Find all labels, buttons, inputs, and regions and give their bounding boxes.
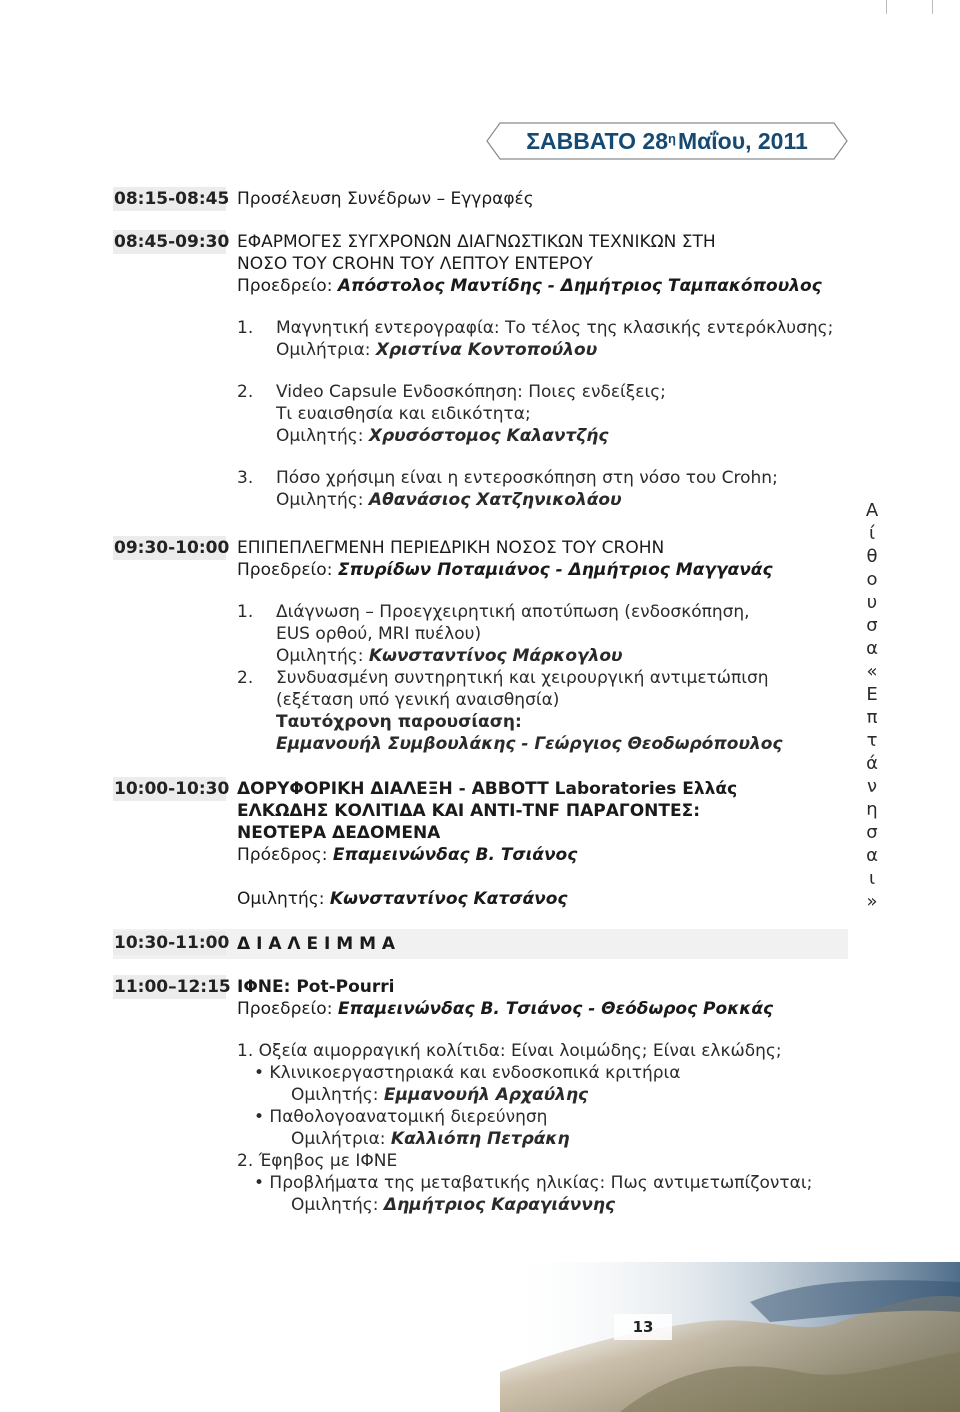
talk-title: EUS ορθού, MRI πυέλου)	[276, 624, 482, 644]
crop-mark-right	[932, 0, 933, 14]
talk-item	[237, 601, 837, 667]
talk-item	[237, 317, 837, 361]
room-label-letter: υ	[866, 592, 878, 613]
room-label-letter: σ	[866, 615, 878, 636]
speaker-label: Ομιλητής:	[276, 646, 369, 666]
chair-names: Σπυρίδων Ποταμιάνος - Δημήτριος Μαγγανάς	[337, 560, 773, 580]
room-label-letter: τ	[866, 730, 878, 751]
presentation-label: Ταυτόχρονη παρουσίαση:	[276, 712, 522, 732]
chair-line	[237, 559, 837, 581]
speaker-name: Δημήτριος Καραγιάννης	[383, 1195, 616, 1215]
page-title	[486, 122, 848, 160]
time-label: 08:15-08:45	[114, 189, 230, 209]
talk-title: Τι ευαισθησία και ειδικότητα;	[276, 404, 531, 424]
chair-label: Προεδρείο:	[237, 276, 338, 296]
speaker-name: Καλλιόπη Πετράκη	[390, 1129, 570, 1149]
speaker-name: Κωνσταντίνος Κατσάνος	[329, 889, 568, 909]
speaker-label: Ομιλητής:	[276, 426, 369, 446]
chair-line	[237, 998, 837, 1020]
speaker-name: Εμμανουήλ Αρχαύλης	[383, 1085, 589, 1105]
speaker-line	[237, 1128, 837, 1150]
room-label-letter: ι	[868, 868, 876, 889]
speaker-line	[237, 888, 837, 910]
speaker-line	[276, 339, 837, 361]
time-label: 09:30-10:00	[114, 538, 230, 558]
talk-title: Πόσο χρήσιμη είναι η εντεροσκόπηση στη νόσο του Crohn;	[276, 468, 778, 488]
talk-title: 2. Έφηβος με ΙΦΝΕ	[237, 1151, 398, 1171]
time-label: 08:45-09:30	[114, 232, 230, 252]
session-title: ΝΕΟΤΕΡΑ ΔΕΔΟΜΕΝΑ	[237, 823, 441, 843]
room-label-letter: »	[866, 891, 878, 912]
speaker-name: Χρυσόστομος Καλαντζής	[368, 426, 609, 446]
room-label-letter: ν	[866, 776, 878, 797]
room-label-letter: Α	[865, 500, 879, 521]
speaker-name: Αθανάσιος Χατζηνικολάου	[368, 490, 622, 510]
chair-line	[237, 844, 837, 866]
room-label-vertical	[860, 500, 884, 920]
chair-names: Επαμεινώνδας Β. Τσιάνος	[332, 845, 578, 865]
session-title: ΙΦΝΕ: Pot-Pourri	[237, 977, 395, 997]
talk-title: (εξέταση υπό γενική αναισθησία)	[276, 690, 560, 710]
speaker-line	[276, 425, 837, 447]
chair-names: Επαμεινώνδας Β. Τσιάνος - Θεόδωρος Ροκκάς	[337, 999, 774, 1019]
bullet-item: • Κλινικοεργαστηριακά και ενδοσκοπικά κριτήρια	[254, 1063, 681, 1083]
room-label-letter: π	[866, 707, 878, 728]
speaker-label: Ομιλητής:	[276, 490, 369, 510]
date-banner	[486, 122, 848, 160]
title-day: ΣΑΒΒΑΤΟ 28	[526, 127, 669, 154]
chair-label: Πρόεδρος:	[237, 845, 333, 865]
speaker-line	[237, 1194, 837, 1216]
item-number: 1.	[237, 602, 254, 622]
session-title: ΝΟΣΟ ΤΟΥ CROHN ΤΟΥ ΛΕΠΤΟΥ ΕΝΤΕΡΟΥ	[237, 254, 594, 274]
speaker-name: Χριστίνα Κοντοπούλου	[375, 340, 598, 360]
footer-landscape-photo	[500, 1262, 960, 1412]
session-title: ΕΛΚΩΔΗΣ ΚΟΛΙΤΙΔΑ ΚΑΙ ΑΝΤΙ-TNF ΠΑΡΑΓΟΝΤΕΣ:	[237, 801, 700, 821]
room-label-letter: η	[866, 799, 878, 820]
title-rest: Μαΐου, 2011	[677, 127, 808, 154]
speaker-label: Ομιλήτρια:	[291, 1129, 391, 1149]
session-title: ΔΟΡΥΦΟΡΙΚΗ ΔΙΑΛΕΞΗ - ABBOTT Laboratories Ελλάς	[237, 779, 738, 799]
time-label: 10:30-11:00	[114, 933, 230, 953]
speaker-name: Κωνσταντίνος Μάρκογλου	[368, 646, 623, 666]
room-label-letter: ά	[866, 753, 878, 774]
speaker-line	[276, 645, 837, 667]
session-title: ΕΦΑΡΜΟΓΕΣ ΣΥΓΧΡΟΝΩΝ ΔΙΑΓΝΩΣΤΙΚΩΝ ΤΕΧΝΙΚΩΝ ΣΤΗ	[237, 232, 716, 252]
speaker-label: Ομιλήτρια:	[276, 340, 376, 360]
room-label-letter: θ	[866, 546, 878, 567]
chair-line	[237, 275, 837, 297]
chair-label: Προεδρείο:	[237, 560, 338, 580]
session-title: Προσέλευση Συνέδρων – Εγγραφές	[237, 189, 534, 209]
room-label-letter: ο	[866, 569, 878, 590]
talk-title: 1. Οξεία αιμορραγική κολίτιδα: Είναι λοιμώδης; Είναι ελκώδης;	[237, 1041, 782, 1061]
item-number: 1.	[237, 318, 254, 338]
session-title: ΕΠΙΠΕΠΛΕΓΜΕΝΗ ΠΕΡΙΕΔΡΙΚΗ ΝΟΣΟΣ ΤΟΥ CROHN	[237, 538, 665, 558]
room-label-letter: ί	[868, 523, 876, 544]
bullet-item: • Προβλήματα της μεταβατικής ηλικίας: Πως αντιμετωπίζονται;	[254, 1173, 813, 1193]
talk-title: Video Capsule Ενδοσκόπηση: Ποιες ενδείξεις;	[276, 382, 666, 402]
talk-item	[237, 467, 837, 511]
time-label: 11:00–12:15	[114, 977, 231, 997]
talk-title: Μαγνητική εντερογραφία: Το τέλος της κλασικής εντερόκλυσης;	[276, 318, 834, 338]
talk-title: Συνδυασμένη συντηρητική και χειρουργική αντιμετώπιση	[276, 668, 769, 688]
chair-names: Απόστολος Μαντίδης - Δημήτριος Ταμπακόπουλος	[337, 276, 822, 296]
time-label: 10:00-10:30	[114, 779, 230, 799]
speaker-line	[276, 489, 837, 511]
speaker-line	[237, 1084, 837, 1106]
presenter-names: Εμμανουήλ Συμβουλάκης - Γεώργιος Θεοδωρόπουλος	[276, 734, 783, 754]
break-title: Δ Ι Α Λ Ε Ι Μ Μ Α	[237, 934, 396, 954]
speaker-label: Ομιλητής:	[237, 889, 330, 909]
room-label-letter: σ	[866, 822, 878, 843]
speaker-label: Ομιλητής:	[291, 1085, 384, 1105]
page-number: 13	[614, 1314, 672, 1340]
talk-title: Διάγνωση – Προεγχειρητική αποτύπωση (ενδοσκόπηση,	[276, 602, 750, 622]
room-label-letter: α	[866, 845, 878, 866]
talk-item	[237, 381, 837, 447]
bullet-item: • Παθολογοανατομική διερεύνηση	[254, 1107, 548, 1127]
chair-label: Προεδρείο:	[237, 999, 338, 1019]
room-label-letter: «	[866, 661, 878, 682]
room-label-letter: Ε	[866, 684, 878, 705]
crop-mark-left	[886, 0, 887, 14]
item-number: 2.	[237, 382, 254, 402]
title-superscript: η	[668, 130, 676, 146]
speaker-label: Ομιλητής:	[291, 1195, 384, 1215]
item-number: 3.	[237, 468, 254, 488]
item-number: 2.	[237, 668, 254, 688]
talk-item	[237, 667, 837, 755]
room-label-letter: α	[866, 638, 878, 659]
